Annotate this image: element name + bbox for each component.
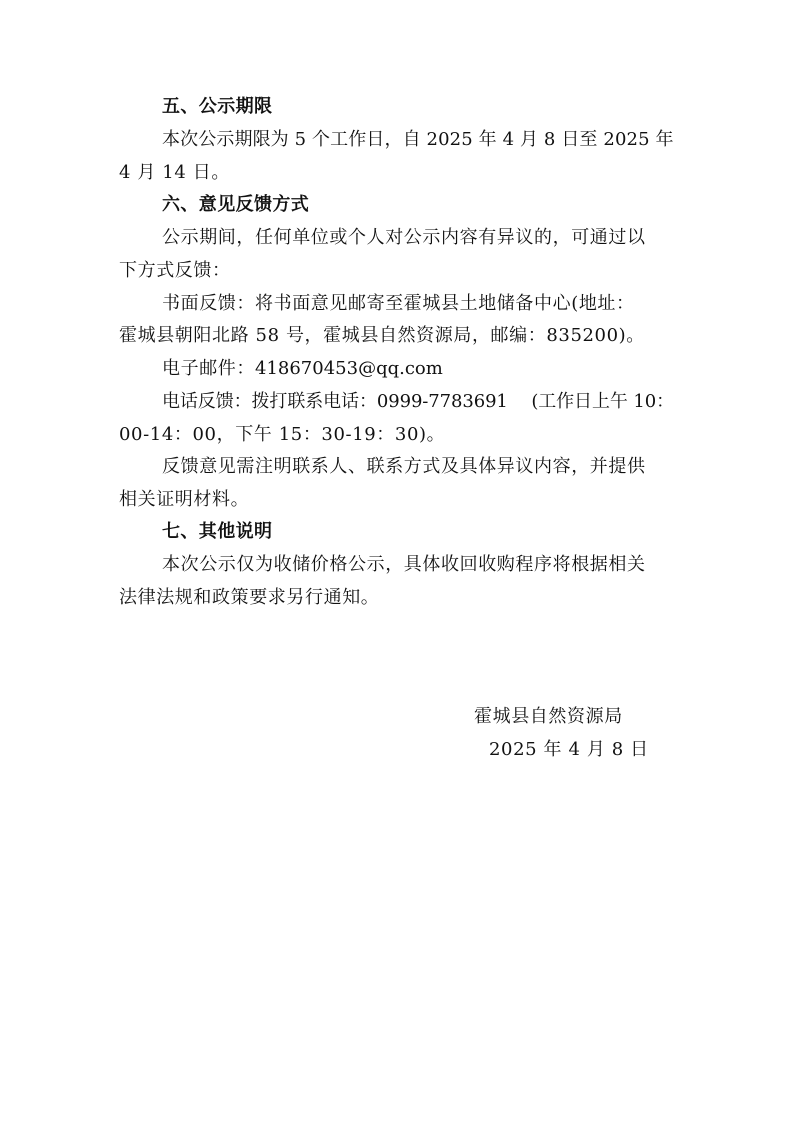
phone-feedback-line-2: 00-14：00，下午 15：30-19：30)。 bbox=[119, 424, 446, 445]
signature-date: 2025 年 4 月 8 日 bbox=[489, 739, 649, 760]
feedback-intro-line-1: 公示期间，任何单位或个人对公示内容有异议的，可通过以 bbox=[162, 227, 646, 248]
section-heading-period: 五、公示期限 bbox=[162, 96, 273, 117]
signature-org: 霍城县自然资源局 bbox=[474, 706, 623, 727]
other-text-line-2: 法律法规和政策要求另行通知。 bbox=[119, 587, 380, 608]
period-text-line-2: 4 月 14 日。 bbox=[119, 162, 230, 183]
written-feedback-line-1: 书面反馈：将书面意见邮寄至霍城县土地储备中心(地址： bbox=[162, 293, 635, 314]
feedback-note-line-2: 相关证明材料。 bbox=[119, 489, 250, 510]
email-label: 电子邮件： bbox=[162, 358, 255, 379]
email-feedback-line bbox=[162, 357, 443, 381]
period-text-line-1: 本次公示期限为 5 个工作日，自 2025 年 4 月 8 日至 2025 年 bbox=[162, 129, 674, 150]
feedback-intro-line-2: 下方式反馈： bbox=[119, 260, 231, 281]
other-text-line-1: 本次公示仅为收储价格公示，具体收回收购程序将根据相关 bbox=[162, 554, 646, 575]
written-feedback-line-2: 霍城县朝阳北路 58 号，霍城县自然资源局，邮编：835200)。 bbox=[119, 325, 645, 346]
section-heading-other: 七、其他说明 bbox=[162, 521, 273, 542]
phone-feedback-line-1: 电话反馈：拨打联系电话：0999-7783691 (工作日上午 10： bbox=[162, 391, 675, 412]
section-heading-feedback: 六、意见反馈方式 bbox=[162, 194, 310, 215]
feedback-note-line-1: 反馈意见需注明联系人、联系方式及具体异议内容，并提供 bbox=[162, 456, 646, 477]
email-address: 418670453@qq.com bbox=[255, 358, 443, 379]
